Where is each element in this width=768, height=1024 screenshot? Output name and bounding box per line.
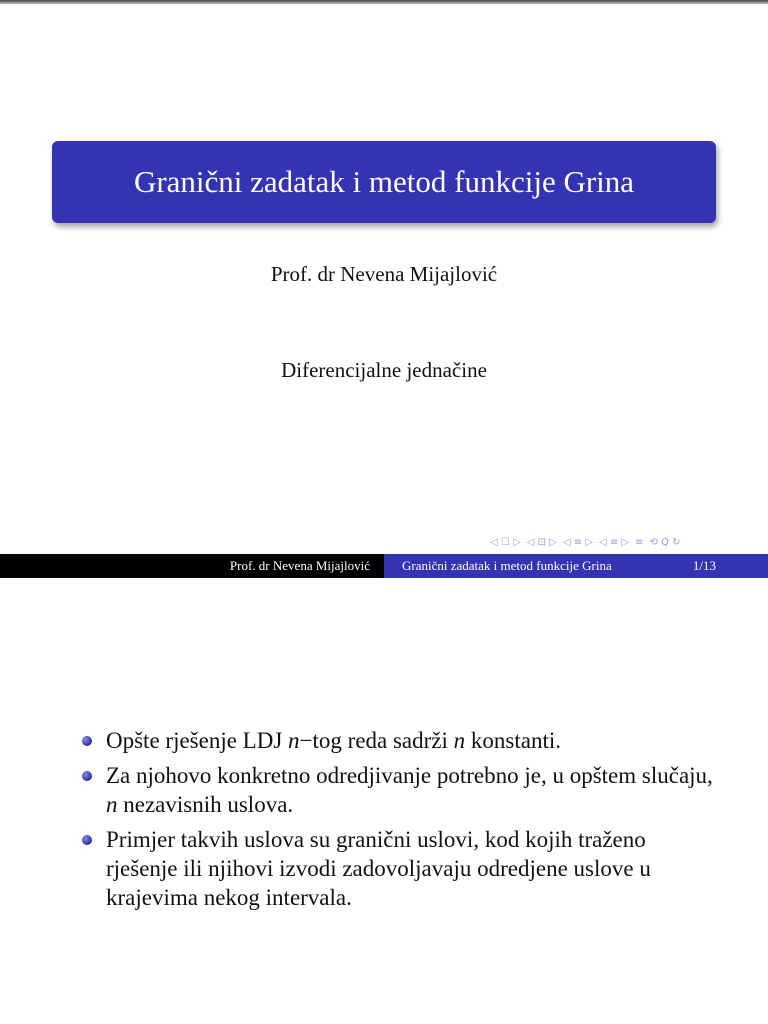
footer-page-number: 1/13 — [692, 558, 716, 573]
bullet-text: Opšte rješenje LDJ n−tog reda sadrži n konstanti. — [106, 728, 561, 753]
content-slide — [0, 578, 768, 1024]
author-name: Prof. dr Nevena Mijajlović — [270, 262, 498, 286]
bullet-item — [82, 761, 722, 819]
footer-author-panel — [0, 554, 384, 578]
bullet-icon — [82, 771, 92, 781]
nav-section-icon[interactable]: ◁ ≡ ▷ — [562, 536, 593, 548]
nav-frame-icon[interactable]: ◁ ☐ ▷ — [490, 536, 521, 548]
beamer-navigation — [490, 534, 768, 550]
footer-title: Granični zadatak i metod funkcije Grina — [402, 558, 612, 573]
bullet-item — [82, 726, 722, 755]
title-slide — [0, 4, 768, 578]
slide-title-box — [52, 141, 716, 223]
nav-search-icon[interactable]: ⟲ Q ↻ — [649, 536, 681, 548]
nav-subsection-icon[interactable]: ◁ ⊡ ▷ — [526, 536, 557, 548]
slide-footer — [0, 554, 768, 578]
nav-document-icon[interactable]: ◁ ≡ ▷ — [598, 536, 630, 548]
bullet-list — [82, 726, 722, 918]
footer-author: Prof. dr Nevena Mijajlović — [229, 558, 370, 573]
course-name: Diferencijalne jednačine — [281, 358, 487, 382]
nav-toc-icon[interactable]: ≡ — [635, 536, 644, 548]
footer-title-panel — [384, 554, 768, 578]
slide-title: Granični zadatak i metod funkcije Grina — [133, 164, 635, 199]
bullet-item — [82, 825, 722, 912]
bullet-icon — [82, 736, 92, 746]
bullet-text: Primjer takvih uslova su granični uslovi, kod kojih traženo rješenje ili njihovi izvodi zadovoljavaju odredjene uslove u krajevima nekog intervala. — [106, 827, 651, 910]
bullet-text: Za njohovo konkretno odredjivanje potrebno je, u opštem slučaju, n nezavisnih uslova. — [106, 763, 713, 817]
bullet-icon — [82, 835, 92, 845]
